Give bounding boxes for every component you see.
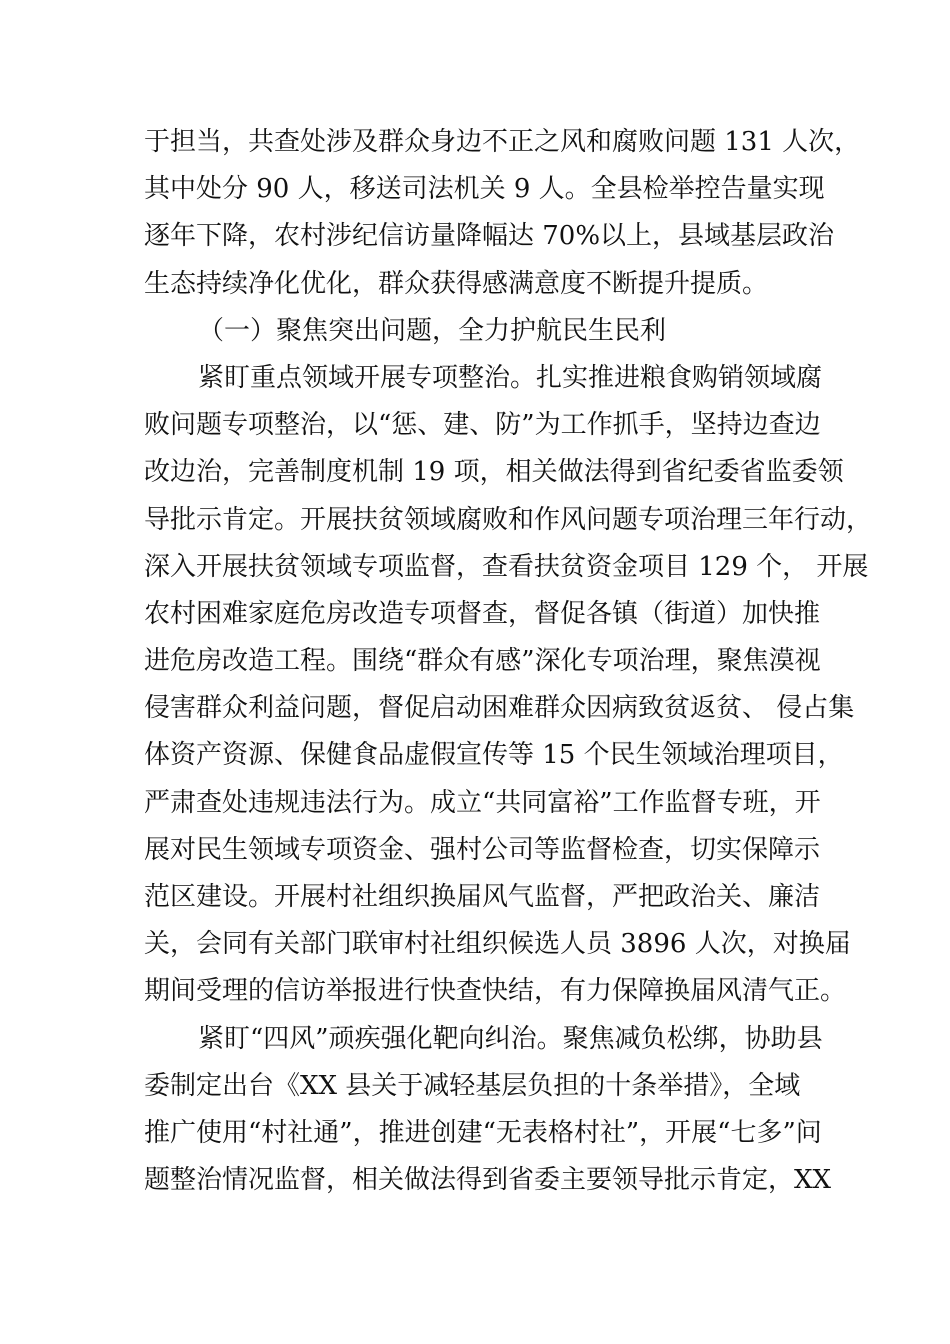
text-line: 题整治情况监督，相关做法得到省委主要领导批示肯定，XX [144,1165,832,1196]
text-line: 期间受理的信访举报进行快查快结，有力保障换届风清气正。 [144,976,847,1007]
text-line: 紧盯重点领域开展专项整治。扎实推进粮食购销领域腐 [198,362,823,393]
text-line: 其中处分 90 人，移送司法机关 9 人。全县检举控告量实现 [144,174,825,205]
document-body [144,119,873,1204]
text-line: 范区建设。开展村社组织换届风气监督，严把政治关、廉洁 [144,882,821,912]
text-line: 农村困难家庭危房改造专项督查，督促各镇（街道）加快推 [144,598,821,629]
text-line: 败问题专项整治，以“惩、建、防”为工作抓手，坚持边查边 [144,410,821,441]
text-line: 生态持续净化优化，群众获得感满意度不断提升提质。 [144,268,769,299]
text-line: 改边治，完善制度机制 19 项，相关做法得到省纪委省监委领 [144,457,844,488]
text-line: 逐年下降，农村涉纪信访量降幅达 70%以上，县域基层政治 [144,221,835,252]
text-line: 侵害群众利益问题，督促启动困难群众因病致贫返贫、 侵占集 [144,693,855,724]
text-line: 委制定出台《XX 县关于减轻基层负担的十条举措》，全域 [144,1070,801,1101]
text-line: 进危房改造工程。围绕“群众有感”深化专项治理，聚焦漠视 [144,646,821,677]
text-line: 严肃查处违规违法行为。成立“共同富裕”工作监督专班，开 [144,787,821,818]
text-line: 紧盯“四风”顽疾强化靶向纠治。聚焦减负松绑，协助县 [198,1023,823,1054]
text-line: 体资产资源、保健食品虚假宣传等 15 个民生领域治理项目， [144,740,844,771]
text-line: 推广使用“村社通”，推进创建“无表格村社”，开展“七多”问 [144,1117,822,1148]
text-line: 关，会同有关部门联审村社组织候选人员 3896 人次，对换届 [144,929,851,960]
text-line: 深入开展扶贫领域专项监督，查看扶贫资金项目 129 个， 开展 [144,551,869,582]
text-line: 导批示肯定。开展扶贫领域腐败和作风问题专项治理三年行动， [144,504,873,535]
section-heading: （一）聚焦突出问题，全力护航民生民利 [198,315,667,346]
text-line: 于担当，共查处涉及群众身边不正之风和腐败问题 131 人次， [144,127,861,157]
text-line: 展对民生领域专项资金、强村公司等监督检查，切实保障示 [144,834,821,865]
